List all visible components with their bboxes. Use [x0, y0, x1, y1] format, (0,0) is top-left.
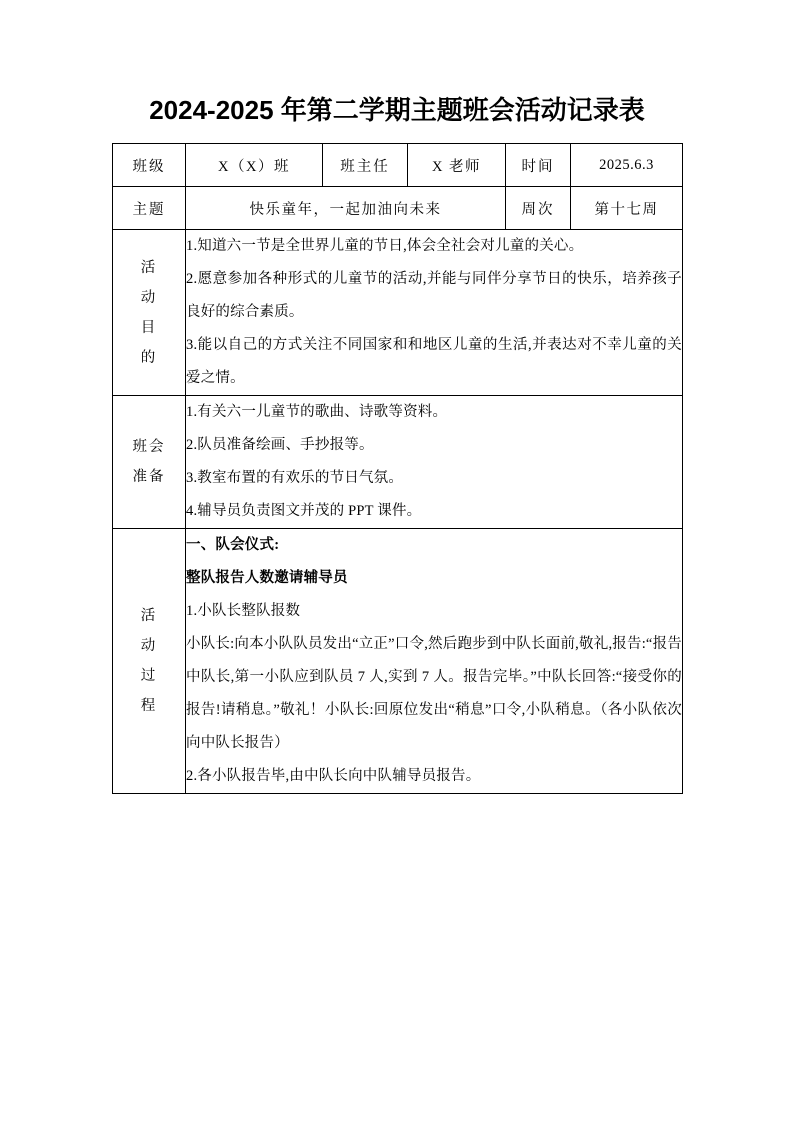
class-value: X（X）班 — [186, 144, 323, 187]
table-row-preparation — [113, 396, 683, 529]
purpose-paragraph: 1.知道六一节是全世界儿童的节日,体会全社会对儿童的关心。 — [186, 238, 584, 254]
process-label-char: 活 — [140, 608, 158, 624]
process-label-char: 动 — [140, 638, 158, 654]
preparation-paragraph: 4.辅导员负责图文并茂的 PPT 课件。 — [186, 503, 422, 519]
preparation-paragraph: 3.教室布置的有欢乐的节日气氛。 — [186, 470, 404, 486]
week-label: 周次 — [506, 187, 571, 230]
time-label: 时间 — [506, 144, 571, 187]
table-row-process — [113, 529, 683, 794]
purpose-paragraph: 3.能以自己的方式关注不同国家和和地区儿童的生活,并表达对不幸儿童的关爱之情。 — [186, 337, 682, 386]
preparation-content — [186, 396, 683, 529]
week-value: 第十七周 — [571, 187, 683, 230]
table-row-purpose — [113, 230, 683, 396]
activity-record-table — [112, 143, 683, 794]
purpose-section-label — [113, 230, 186, 396]
time-value: 2025.6.3 — [571, 144, 683, 187]
process-paragraph: 整队报告人数邀请辅导员 — [186, 570, 348, 586]
topic-label: 主题 — [113, 187, 186, 230]
process-paragraph: 小队长:向本小队队员发出“立正”口令,然后跑步到中队长面前,敬礼,报告:“报告中队长,第一小队应到队员 7 人,实到 7 人。报告完毕。”中队长回答:“接受你的报告!请稍息。”敬礼！小队长:回原位发出“稍息”口令,小队稍息。（各小队依次向中队长报告） — [186, 636, 682, 751]
purpose-label-char: 目 — [140, 319, 158, 336]
process-label-char: 程 — [140, 698, 158, 714]
table-row-class-info — [113, 144, 683, 187]
preparation-paragraph: 2.队员准备绘画、手抄报等。 — [186, 437, 374, 453]
preparation-label-line: 准备 — [132, 469, 166, 485]
purpose-label-char: 的 — [140, 349, 158, 366]
teacher-label: 班主任 — [323, 144, 408, 187]
purpose-content — [186, 230, 683, 396]
table-row-topic — [113, 187, 683, 230]
page-title: 2024-2025 年第二学期主题班会活动记录表 — [149, 95, 645, 125]
process-paragraph: 一、队会仪式: — [186, 537, 280, 553]
preparation-paragraph: 1.有关六一儿童节的歌曲、诗歌等资料。 — [186, 404, 448, 420]
process-paragraph: 2.各小队报告毕,由中队长向中队辅导员报告。 — [186, 768, 481, 784]
teacher-value: X 老师 — [408, 144, 506, 187]
process-content — [186, 529, 683, 794]
process-paragraph: 1.小队长整队报数 — [186, 603, 301, 619]
class-label: 班级 — [113, 144, 186, 187]
purpose-paragraph: 2.愿意参加各种形式的儿童节的活动,并能与同伴分享节日的快乐，培养孩子良好的综合素质。 — [186, 271, 682, 320]
process-label-char: 过 — [140, 668, 158, 684]
process-section-label — [113, 529, 186, 794]
preparation-section-label — [113, 396, 186, 529]
purpose-label-char: 活 — [140, 259, 158, 276]
preparation-label-line: 班会 — [132, 439, 166, 455]
purpose-label-char: 动 — [140, 289, 158, 306]
topic-value: 快乐童年，一起加油向未来 — [186, 187, 506, 230]
